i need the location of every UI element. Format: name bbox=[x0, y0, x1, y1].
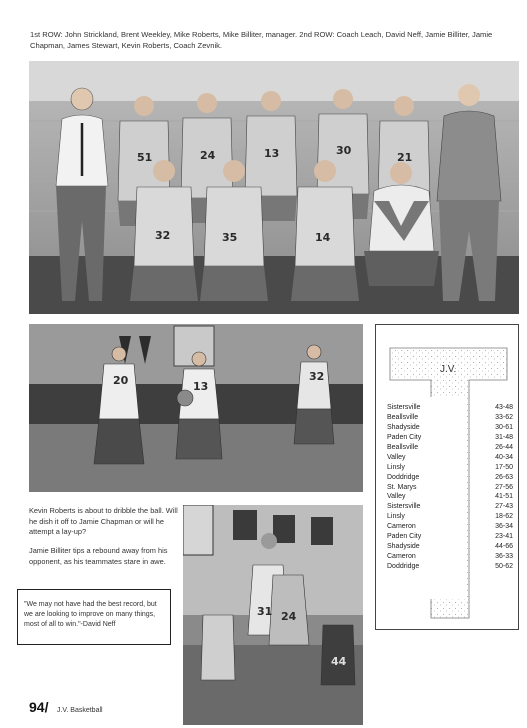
game-score: 44-66 bbox=[495, 543, 513, 551]
score-row bbox=[387, 423, 513, 433]
game-score: 26-63 bbox=[495, 473, 513, 481]
scoreboard-heading: J.V. bbox=[440, 364, 457, 375]
jersey-number: 14 bbox=[315, 231, 331, 244]
opponent-name: Shadyside bbox=[387, 543, 420, 551]
score-row bbox=[387, 473, 513, 483]
game-score: 31-48 bbox=[495, 433, 513, 441]
team-roster-caption: 1st ROW: John Strickland, Brent Weekley, Mike Roberts, Mike Billiter, manager. 2nd ROW: Coach Leach, David Neff, Jamie Billiter, Jamie Chapman, James Stewart, Kevin Roberts, Coach Zevnik. bbox=[30, 30, 493, 50]
jersey-number: 32 bbox=[155, 229, 171, 242]
score-row bbox=[387, 483, 513, 493]
game-score: 40-34 bbox=[495, 453, 513, 461]
caption-jamie-billiter: Jamie Billiter tips a rebound away from his opponent, as his teammates stare in awe. bbox=[29, 546, 168, 566]
score-row bbox=[387, 443, 513, 453]
score-row bbox=[387, 542, 513, 552]
game-score: 36-34 bbox=[495, 523, 513, 531]
quote-box bbox=[17, 589, 171, 645]
team-photo bbox=[29, 61, 519, 314]
game-score: 26-44 bbox=[495, 443, 513, 451]
section-name: J.V. Basketball bbox=[56, 707, 103, 714]
jersey-number: 51 bbox=[137, 151, 153, 164]
score-row bbox=[387, 463, 513, 473]
caption-kevin-roberts: Kevin Roberts is about to dribble the ball. Will he dish it off to Jamie Chapman or will he attempt a lay-up? bbox=[29, 506, 178, 536]
score-row bbox=[387, 403, 513, 413]
game-score: 41-51 bbox=[495, 493, 513, 501]
jersey-number: 24 bbox=[281, 610, 297, 623]
opponent-name: Doddridge bbox=[387, 563, 420, 570]
page-slash: / bbox=[44, 699, 49, 715]
jersey-number: 20 bbox=[113, 374, 129, 387]
game-score: 23-41 bbox=[495, 533, 513, 541]
score-row bbox=[387, 512, 513, 522]
opponent-name: Paden City bbox=[387, 533, 422, 541]
quote-text: "We may not have had the best record, but we are looking to improve on many things, most of all to win."-David Neff bbox=[24, 601, 157, 628]
action-photo-dribble bbox=[29, 324, 363, 492]
jersey-number: 30 bbox=[336, 144, 352, 157]
jersey-number: 13 bbox=[193, 380, 209, 393]
score-row bbox=[387, 502, 513, 512]
action-photo-rebound bbox=[183, 505, 363, 725]
opponent-name: Linsly bbox=[387, 513, 405, 521]
score-row bbox=[387, 413, 513, 423]
opponent-name: Shadyside bbox=[387, 423, 420, 431]
game-score: 27-56 bbox=[495, 483, 513, 491]
score-row bbox=[387, 433, 513, 443]
jersey-number: 35 bbox=[222, 231, 238, 244]
opponent-name: Doddridge bbox=[387, 473, 420, 481]
opponent-name: Sistersville bbox=[387, 503, 421, 511]
score-list bbox=[387, 403, 513, 572]
opponent-name: St. Marys bbox=[387, 483, 417, 491]
opponent-name: Cameron bbox=[387, 553, 416, 561]
score-row bbox=[387, 552, 513, 562]
opponent-name: Beallsville bbox=[387, 443, 419, 451]
game-score: 36-33 bbox=[495, 553, 513, 561]
game-score: 50-62 bbox=[495, 563, 513, 570]
opponent-name: Cameron bbox=[387, 523, 416, 531]
game-score: 18-62 bbox=[495, 513, 513, 521]
score-row bbox=[387, 562, 513, 572]
jersey-number: 44 bbox=[331, 655, 347, 668]
opponent-name: Sistersville bbox=[387, 404, 421, 411]
score-row bbox=[387, 532, 513, 542]
game-score: 43-48 bbox=[495, 404, 513, 411]
opponent-name: Linsly bbox=[387, 463, 405, 471]
page-footer bbox=[29, 699, 103, 717]
opponent-name: Valley bbox=[387, 493, 406, 501]
jersey-number: 13 bbox=[264, 147, 280, 160]
jersey-number: 31 bbox=[257, 605, 273, 618]
opponent-name: Beallsville bbox=[387, 413, 419, 421]
jersey-number: 32 bbox=[309, 370, 325, 383]
score-row bbox=[387, 492, 513, 502]
game-score: 30-61 bbox=[495, 423, 513, 431]
opponent-name: Paden City bbox=[387, 433, 422, 441]
game-score: 27-43 bbox=[495, 503, 513, 511]
game-score: 17-50 bbox=[495, 463, 513, 471]
score-row bbox=[387, 453, 513, 463]
score-row bbox=[387, 522, 513, 532]
jersey-number: 24 bbox=[200, 149, 216, 162]
page-number: 94 bbox=[29, 699, 45, 715]
game-score: 33-62 bbox=[495, 413, 513, 421]
opponent-name: Valley bbox=[387, 453, 406, 461]
jersey-number: 21 bbox=[397, 151, 413, 164]
